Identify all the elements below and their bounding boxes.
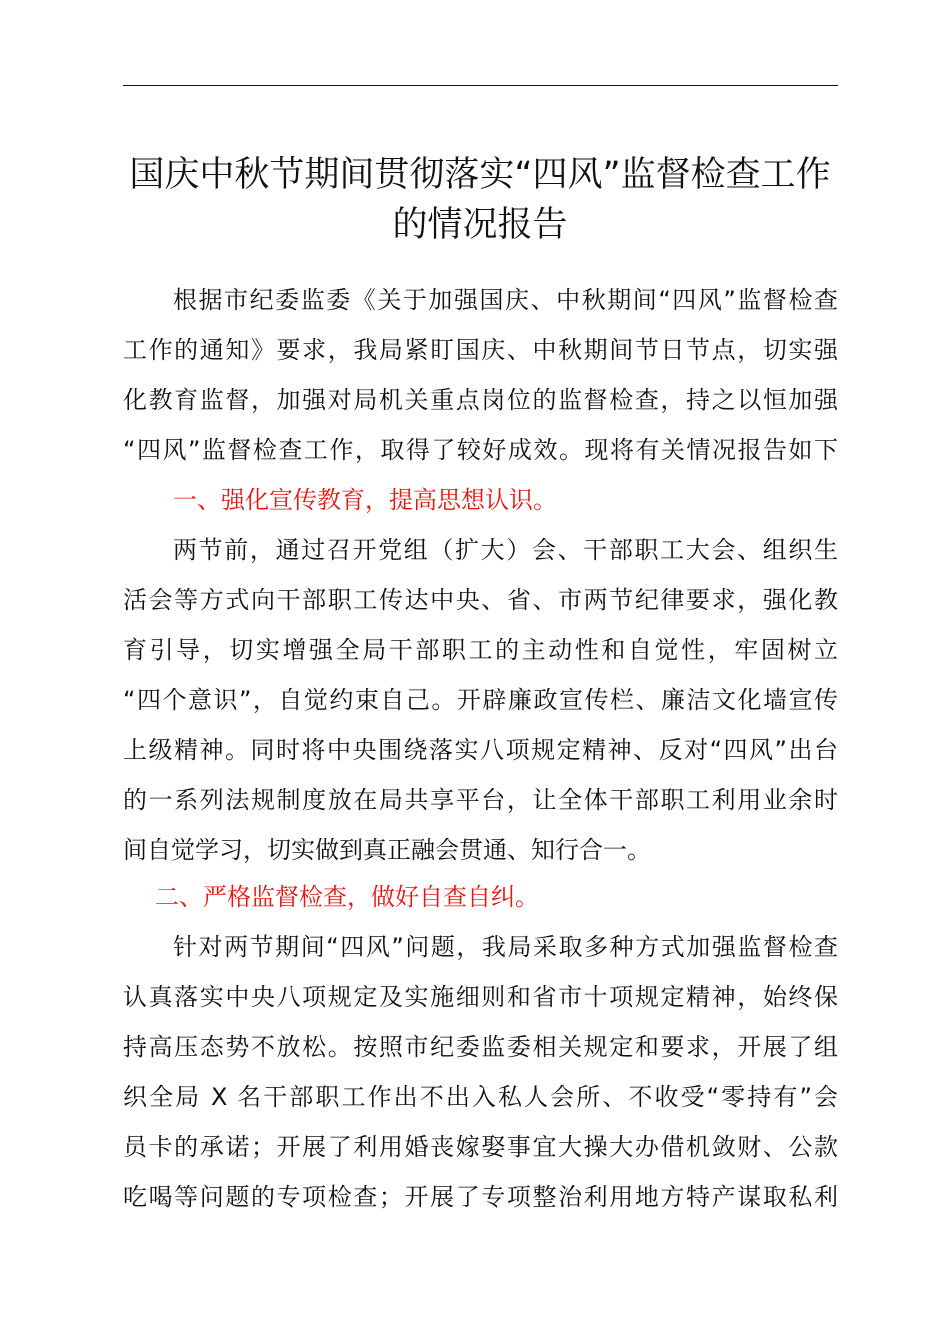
- section-2-line: 员卡的承诺；开展了利用婚丧嫁娶事宜大操大办借机敛财、公款: [123, 1133, 838, 1161]
- section-1-line: 活会等方式向干部职工传达中央、省、市两节纪律要求，强化教: [123, 586, 838, 614]
- section-1-line: 育引导，切实增强全局干部职工的主动性和自觉性，牢固树立: [123, 636, 838, 664]
- section-1-heading: 一、强化宣传教育，提高思想认识。: [173, 486, 557, 514]
- section-1-line: 的一系列法规制度放在局共享平台，让全体干部职工利用业余时: [123, 786, 838, 814]
- section-1-line: 间自觉学习，切实做到真正融会贯通、知行合一。: [123, 836, 651, 864]
- intro-line: 化教育监督，加强对局机关重点岗位的监督检查，持之以恒加强: [123, 386, 838, 414]
- section-2-line: 吃喝等问题的专项检查；开展了专项整治利用地方特产谋取私利: [123, 1183, 838, 1211]
- intro-line: “四风”监督检查工作，取得了较好成效。现将有关情况报告如下: [123, 436, 838, 464]
- intro-line: 根据市纪委监委《关于加强国庆、中秋期间“四风”监督检查: [173, 286, 838, 314]
- section-1-line: 上级精神。同时将中央围绕落实八项规定精神、反对“四风”出台: [123, 736, 838, 764]
- section-2-heading: 二、严格监督检查，做好自查自纠。: [155, 883, 539, 911]
- section-2-line: 针对两节期间“四风”问题，我局采取多种方式加强监督检查: [173, 933, 838, 961]
- section-1-line: 两节前，通过召开党组（扩大）会、干部职工大会、组织生: [173, 536, 838, 564]
- document-title-line-1: 国庆中秋节期间贯彻落实“四风”监督检查工作: [129, 155, 831, 195]
- section-2-line: 织全局 X 名干部职工作出不出入私人会所、不收受“零持有”会: [123, 1083, 838, 1111]
- document-title-line-2: 的情况报告: [392, 205, 568, 245]
- section-1-line: “四个意识”，自觉约束自己。开辟廉政宣传栏、廉洁文化墙宣传: [123, 686, 838, 714]
- section-2-line: 认真落实中央八项规定及实施细则和省市十项规定精神，始终保: [123, 983, 838, 1011]
- intro-line: 工作的通知》要求，我局紧盯国庆、中秋期间节日节点，切实强: [123, 336, 838, 364]
- header-rule: [123, 85, 838, 86]
- section-2-line: 持高压态势不放松。按照市纪委监委相关规定和要求，开展了组: [123, 1033, 838, 1061]
